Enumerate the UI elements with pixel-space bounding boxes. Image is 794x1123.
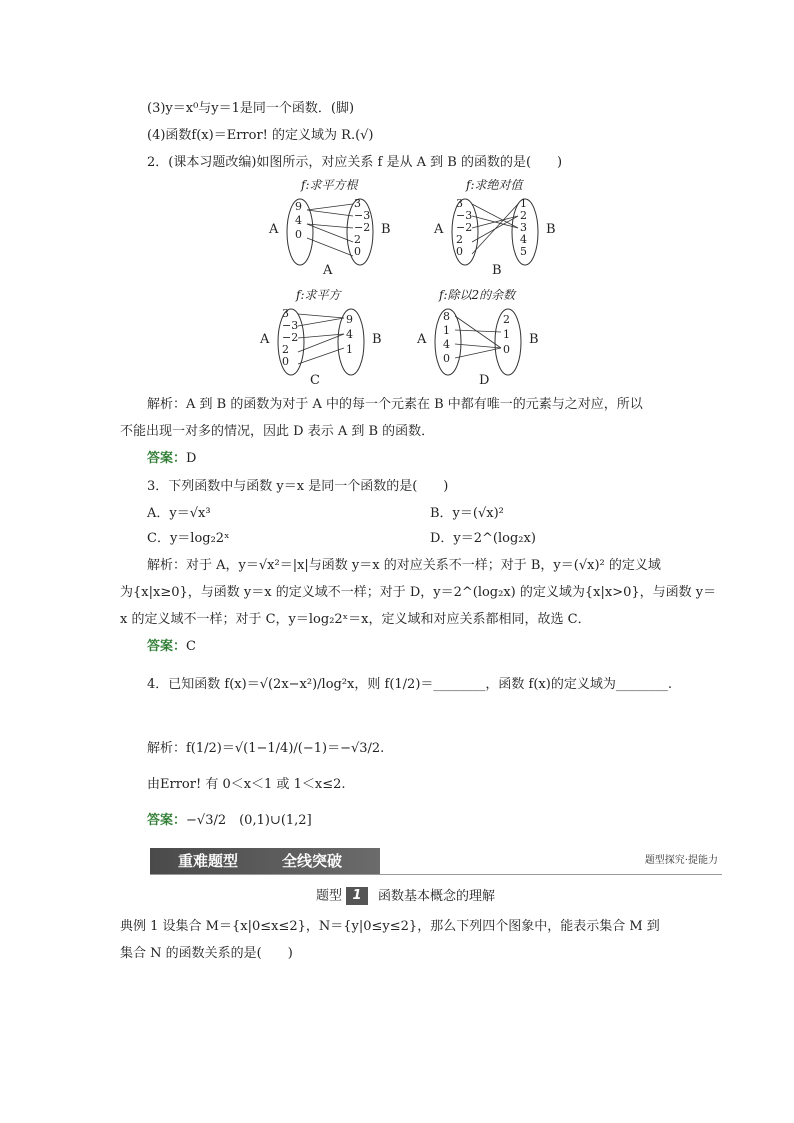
domain-elements: 3 −3 −2 2 0 xyxy=(282,307,299,368)
question-2-stem: 2．(课本习题改编)如图所示，对应关系 f 是从 A 到 B 的函数的是( ) xyxy=(147,155,563,170)
mapping-arrows xyxy=(430,194,560,274)
set-a-label: A xyxy=(269,222,279,237)
section-number-badge: 1 xyxy=(346,887,368,905)
codomain-elements: 1 2 3 4 5 xyxy=(520,197,527,258)
question-2-analysis-line-1: 解析：A 到 B 的函数为对于 A 中的每一个元素在 B 中都有唯一的元素与之对应，所以 xyxy=(147,397,643,412)
example-line-2: 集合 N 的函数关系的是( ) xyxy=(120,946,293,961)
banner-middle-text: 全线突破 xyxy=(282,852,343,870)
diagram-title: f:除以2的余数 xyxy=(439,288,516,302)
mapping-arrows xyxy=(256,304,386,384)
option-a: A．y＝√x³ xyxy=(147,506,211,521)
set-b-label: B xyxy=(372,332,382,347)
question-3-analysis-line-2: 为{x|x≥0}，与函数 y＝x 的定义域不一样；对于 D，y＝2^(log₂x) 的定义域为{x|x>0}，与函数 y＝ xyxy=(120,585,717,600)
option-c: C．y＝log₂2ˣ xyxy=(147,531,230,546)
mapping-arrows xyxy=(413,304,543,384)
question-2-answer xyxy=(147,450,196,468)
answer-value: −√3/2 (0,1)∪(1,2] xyxy=(186,813,312,828)
option-letter: D xyxy=(479,373,490,388)
answer-value: D xyxy=(186,451,197,466)
question-4-analysis: 解析：f(1/2)＝√(1−1/4)/(−1)＝−√3/2. xyxy=(147,741,385,756)
domain-elements: 9 4 0 xyxy=(295,200,302,241)
set-a-label: A xyxy=(434,222,444,237)
question-4-stem: 4．已知函数 f(x)＝√(2x−x²)/log²x，则 f(1/2)＝________，函数 f(x)的定义域为________. xyxy=(147,677,672,692)
question-3-analysis-line-1: 解析：对于 A，y＝√x²＝|x|与函数 y＝x 的对应关系不一样；对于 B，y＝(√x)² 的定义域 xyxy=(147,558,661,573)
diagram-title: f:求平方根 xyxy=(301,178,358,192)
option-d: D．y＝2^(log₂x) xyxy=(430,531,536,546)
question-3-answer xyxy=(147,638,196,656)
intro-item-4: (4)函数f(x)＝Error! 的定义域为 R.(√) xyxy=(147,128,374,143)
domain-elements: 3 −3 −2 2 0 xyxy=(456,197,473,258)
set-b-label: B xyxy=(529,332,539,347)
diagram-b xyxy=(430,176,560,276)
example-line-1: 典例 1 设集合 M＝{x|0≤x≤2}，N＝{y|0≤y≤2}，那么下列四个图象中，能表示集合 M 到 xyxy=(120,919,660,934)
answer-label: 答案： xyxy=(147,451,187,466)
section-prefix: 题型 xyxy=(316,888,343,904)
diagram-title: f:求绝对值 xyxy=(466,178,523,192)
option-b: B．y＝(√x)² xyxy=(430,506,504,521)
set-b-label: B xyxy=(381,222,391,237)
diagram-title: f:求平方 xyxy=(296,288,341,302)
answer-label: 答案： xyxy=(147,813,187,828)
banner-left-text: 重难题型 xyxy=(178,852,239,870)
codomain-elements: 9 4 1 xyxy=(346,313,353,356)
intro-item-3: (3)y＝x⁰与y＝1是同一个函数．(脚) xyxy=(147,101,355,116)
option-letter: A xyxy=(323,263,333,278)
diagram-a xyxy=(265,176,395,276)
option-letter: B xyxy=(492,263,502,278)
section-title: 函数基本概念的理解 xyxy=(378,888,496,904)
section-banner xyxy=(150,848,722,875)
question-2-analysis-line-2: 不能出现一对多的情况，因此 D 表示 A 到 B 的函数． xyxy=(120,424,435,439)
question-4-answer xyxy=(147,812,312,830)
codomain-elements: 3 −3 −2 2 0 xyxy=(354,197,371,258)
banner-right-text: 题型探究·提能力 xyxy=(644,855,718,866)
question-4-domain-line: 由Error! 有 0＜x＜1 或 1＜x≤2. xyxy=(147,777,346,792)
section-heading xyxy=(316,887,495,906)
codomain-elements: 2 1 0 xyxy=(503,313,510,356)
domain-elements: 8 1 4 0 xyxy=(443,310,450,365)
set-a-label: A xyxy=(260,332,270,347)
set-b-label: B xyxy=(546,222,556,237)
banner-title xyxy=(150,848,380,874)
option-letter: C xyxy=(310,373,320,388)
set-a-label: A xyxy=(417,332,427,347)
answer-value: C xyxy=(186,639,196,654)
mapping-arrows xyxy=(265,194,395,274)
answer-label: 答案： xyxy=(147,639,187,654)
question-3-analysis-line-3: x 的定义域不一样；对于 C，y＝log₂2ˣ＝x，定义域和对应关系都相同，故选 C． xyxy=(120,612,591,627)
diagram-c xyxy=(256,286,386,386)
question-3-stem: 3．下列函数中与函数 y＝x 是同一个函数的是( ) xyxy=(147,479,449,494)
diagram-d xyxy=(413,286,553,386)
